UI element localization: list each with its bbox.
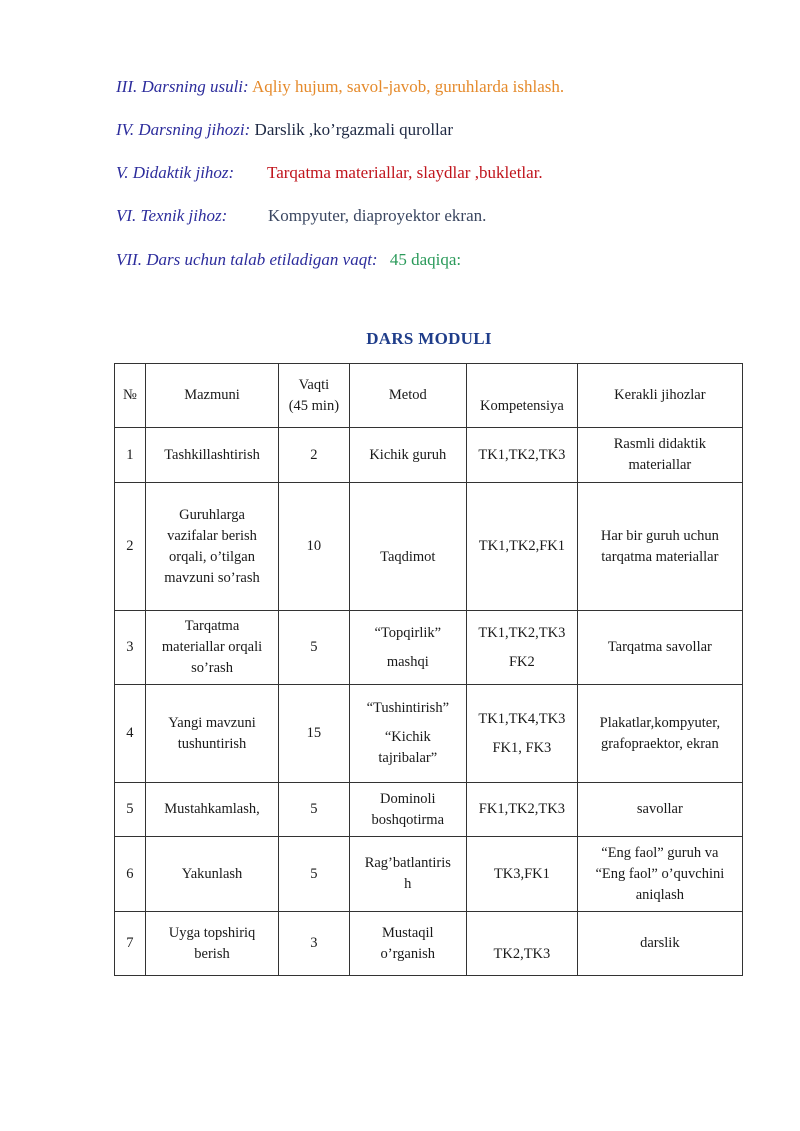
table-row <box>115 685 743 783</box>
equipment-value: Darslik ,ko’rgazmali qurollar <box>254 120 453 139</box>
row-competence <box>467 837 578 912</box>
row-content <box>145 783 278 837</box>
row-equipment <box>577 837 742 912</box>
method-line-text: “Tushintirish” <box>366 700 450 716</box>
time-line <box>116 250 461 270</box>
row-competence <box>467 685 578 783</box>
technical-value: Kompyuter, diaproyektor ekran. <box>268 206 487 225</box>
method-line-text: Mustaqil <box>382 924 434 941</box>
content-line: so’rash <box>191 660 233 676</box>
row-num: 2 <box>115 483 146 611</box>
row-equipment <box>577 428 742 483</box>
equipment-line-text: Rasmli didaktik <box>613 436 706 452</box>
method-line-text: tajribalar” <box>378 750 438 766</box>
table-header-row <box>115 364 743 428</box>
didactic-line <box>116 163 543 183</box>
table-row <box>115 837 743 912</box>
equipment-line-text: Tarqatma savollar <box>607 639 712 655</box>
row-content <box>145 483 278 611</box>
header-method: Metod <box>349 364 467 428</box>
table-row <box>115 783 743 837</box>
row-time: 5 <box>279 611 349 685</box>
row-time: 3 <box>279 912 349 976</box>
content-line: Yakunlash <box>181 865 243 882</box>
competence-line: TK1,TK2,TK3 <box>478 446 566 463</box>
row-equipment <box>577 611 742 685</box>
row-method <box>349 685 467 783</box>
header-time-line1: Vaqti <box>298 376 330 393</box>
module-title: DARS MODULI <box>366 329 492 348</box>
content-line: tushuntirish <box>177 735 247 752</box>
module-table <box>114 363 743 976</box>
content-line: mavzuni so’rash <box>164 569 260 586</box>
content-line: Tarqatma <box>184 618 240 634</box>
row-equipment <box>577 783 742 837</box>
equipment-line-text: Har bir guruh uchun <box>600 527 719 544</box>
equipment-label: IV. Darsning jihozi: <box>116 120 251 139</box>
row-content <box>145 912 278 976</box>
competence-line: FK1,TK2,TK3 <box>478 801 565 817</box>
competence-line: TK1,TK2,FK1 <box>478 538 565 554</box>
competence-line: TK1,TK2,TK3 <box>478 624 566 641</box>
row-competence <box>467 611 578 685</box>
competence-line: TK2,TK3 <box>493 946 551 962</box>
header-competence: Kompetensiya <box>467 364 578 428</box>
content-line: Mustahkamlash, <box>164 801 260 817</box>
row-num: 6 <box>115 837 146 912</box>
content-line: Yangi mavzuni <box>168 714 256 731</box>
row-time: 10 <box>279 483 349 611</box>
header-equipment: Kerakli jihozlar <box>577 364 742 428</box>
row-time: 2 <box>279 428 349 483</box>
row-num: 4 <box>115 685 146 783</box>
method-line-text: Kichik guruh <box>369 446 447 463</box>
row-method <box>349 428 467 483</box>
content-line: Guruhlarga <box>179 506 245 523</box>
row-content <box>145 685 278 783</box>
content-line: berish <box>194 945 230 962</box>
row-competence <box>467 483 578 611</box>
didactic-value: Tarqatma materiallar, slaydlar ,bukletlar. <box>267 163 543 182</box>
row-equipment <box>577 912 742 976</box>
table-row <box>115 912 743 976</box>
row-competence <box>467 783 578 837</box>
method-line-text: “Kichik <box>384 729 431 745</box>
time-value: 45 daqiqa: <box>389 250 462 269</box>
row-equipment <box>577 685 742 783</box>
equipment-line-text: grafopraektor, ekran <box>600 735 719 752</box>
row-content <box>145 611 278 685</box>
row-num: 7 <box>115 912 146 976</box>
row-competence <box>467 912 578 976</box>
method-line-text: boshqotirma <box>371 811 445 828</box>
row-time: 5 <box>279 783 349 837</box>
method-line-text: Dominoli <box>379 790 436 807</box>
method-line-text: Rag’batlantiris <box>364 855 451 871</box>
method-value: Aqliy hujum, savol-javob, guruhlarda ishlash. <box>252 77 565 96</box>
method-line-text: h <box>404 876 412 892</box>
table-row <box>115 483 743 611</box>
content-line: Uyga topshiriq <box>168 924 256 941</box>
row-method <box>349 783 467 837</box>
technical-line <box>116 206 486 226</box>
header-num: № <box>115 364 146 428</box>
equipment-line-text: aniqlash <box>635 886 685 903</box>
row-content <box>145 428 278 483</box>
time-label: VII. Dars uchun talab etiladigan vaqt: <box>116 250 378 269</box>
content-line: vazifalar berish <box>167 527 257 544</box>
equipment-line-text: savollar <box>636 801 683 817</box>
competence-line: TK1,TK4,TK3 <box>478 710 566 727</box>
method-line-text: mashqi <box>386 653 429 670</box>
row-method <box>349 837 467 912</box>
equipment-line-text: “Eng faol” guruh va <box>601 844 719 861</box>
competence-line: FK1, FK3 <box>492 739 552 756</box>
method-label: III. Darsning usuli: <box>116 77 249 96</box>
row-content <box>145 837 278 912</box>
row-time: 5 <box>279 837 349 912</box>
row-num: 1 <box>115 428 146 483</box>
method-line <box>116 77 564 97</box>
content-line: materiallar orqali <box>161 639 263 655</box>
table-row <box>115 428 743 483</box>
competence-line: TK3,FK1 <box>493 865 550 882</box>
content-line: Tashkillashtirish <box>164 446 260 463</box>
competence-line: FK2 <box>508 653 535 670</box>
equipment-line-text: tarqatma materiallar <box>601 548 719 565</box>
content-line: orqali, o’tilgan <box>169 548 255 565</box>
row-method <box>349 483 467 611</box>
header-time <box>279 364 349 428</box>
technical-label: VI. Texnik jihoz: <box>116 206 228 225</box>
method-line-text: Taqdimot <box>380 549 436 565</box>
header-time-line2: (45 min) <box>288 397 340 414</box>
equipment-line-text: “Eng faol” o’quvchini <box>595 865 725 882</box>
row-num: 5 <box>115 783 146 837</box>
header-content: Mazmuni <box>145 364 278 428</box>
row-equipment <box>577 483 742 611</box>
method-line-text: o’rganish <box>380 945 436 962</box>
table-row <box>115 611 743 685</box>
method-line-text: “Topqirlik” <box>374 624 442 641</box>
equipment-line-text: darslik <box>640 935 680 951</box>
row-method <box>349 611 467 685</box>
row-time: 15 <box>279 685 349 783</box>
didactic-label: V. Didaktik jihoz: <box>116 163 235 182</box>
row-competence <box>467 428 578 483</box>
row-method <box>349 912 467 976</box>
row-num: 3 <box>115 611 146 685</box>
equipment-line <box>116 120 453 140</box>
equipment-line-text: Plakatlar,kompyuter, <box>599 714 721 731</box>
equipment-line-text: materiallar <box>628 457 692 473</box>
